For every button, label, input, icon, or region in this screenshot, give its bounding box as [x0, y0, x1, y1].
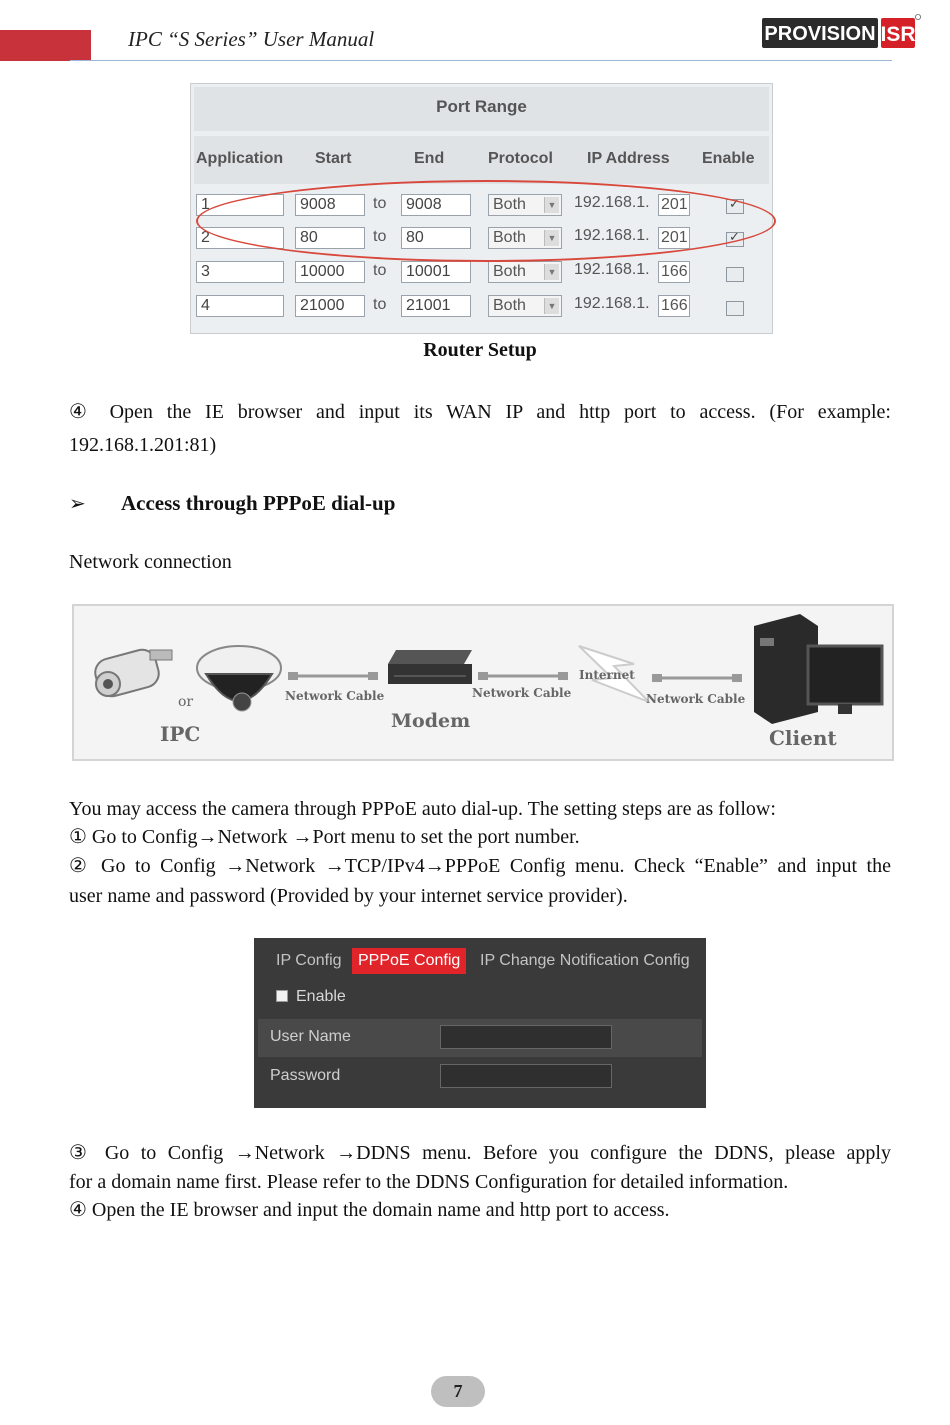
bullet-camera-icon: [92, 647, 172, 700]
user-name-row: [258, 1019, 702, 1057]
row3-protocol-select[interactable]: [488, 261, 562, 283]
modem-icon: [388, 650, 472, 684]
col-ip-address: IP Address: [587, 150, 670, 167]
row3-application[interactable]: 3: [196, 261, 284, 283]
checkmark-icon: ✓: [729, 230, 740, 245]
row1-end[interactable]: 9008: [401, 194, 471, 216]
checkmark-icon: ✓: [729, 197, 740, 212]
row1-ip-last[interactable]: 201: [658, 194, 690, 216]
row3-end[interactable]: 10001: [401, 261, 471, 283]
enable-label: Enable: [296, 988, 346, 1005]
modem-label: Modem: [391, 710, 471, 732]
page-number: 7: [431, 1376, 485, 1407]
header-title: IPC “S Series” User Manual: [128, 27, 375, 51]
row1-to: to: [373, 195, 387, 212]
row4-protocol: Both: [493, 297, 526, 314]
svg-text:PROVISION: PROVISION: [764, 23, 876, 45]
row4-start[interactable]: 21000: [295, 295, 365, 317]
row1-application[interactable]: 1: [196, 194, 284, 216]
col-start: Start: [315, 150, 352, 167]
password-label: Password: [270, 1067, 341, 1084]
ipc-label: IPC: [160, 722, 201, 746]
row2-ip-last[interactable]: 201: [658, 227, 690, 249]
row3-enable-checkbox[interactable]: [726, 267, 744, 282]
pppoe-step2-line2: user name and password (Provided by your internet service provider).: [69, 885, 628, 907]
row4-ip-prefix: 192.168.1.: [574, 295, 650, 312]
enable-row: [258, 980, 702, 1018]
dropdown-arrow-icon: ▼: [544, 230, 559, 246]
row4-to: to: [373, 296, 387, 313]
row4-end[interactable]: 21001: [401, 295, 471, 317]
col-enable: Enable: [702, 150, 755, 167]
header-rule: [70, 60, 892, 61]
tab-pppoe-config[interactable]: PPPoE Config: [352, 948, 466, 974]
dropdown-arrow-icon: ▼: [544, 197, 559, 213]
pppoe-config-panel: [254, 938, 706, 1108]
col-protocol: Protocol: [488, 150, 553, 167]
pppoe-step1: ① Go to Config→Network →Port menu to set the port number.: [69, 826, 580, 848]
cable-label-1: Network Cable: [285, 689, 385, 703]
user-name-input[interactable]: [440, 1025, 612, 1049]
pppoe-step4: ④ Open the IE browser and input the domain name and http port to access.: [69, 1199, 670, 1221]
row2-ip-prefix: 192.168.1.: [574, 227, 650, 244]
enable-checkbox[interactable]: [276, 990, 288, 1002]
col-end: End: [414, 150, 445, 167]
tab-ip-change-notification-config[interactable]: IP Change Notification Config: [480, 952, 690, 969]
dome-camera-icon: [197, 646, 281, 711]
row4-ip-last[interactable]: 166: [658, 295, 690, 317]
row2-to: to: [373, 228, 387, 245]
header-red-bar: [0, 30, 91, 61]
step4-line1: ④ Open the IE browser and input its WAN IP and http port to access. (For example:: [69, 401, 891, 423]
row3-to: to: [373, 262, 387, 279]
col-application: Application: [196, 150, 284, 167]
bullet-arrow-icon: ➢: [69, 493, 86, 515]
dropdown-arrow-icon: ▼: [544, 264, 559, 280]
row3-protocol: Both: [493, 263, 526, 280]
section-heading: Access through PPPoE dial-up: [121, 491, 396, 515]
network-cable-icon: [288, 672, 378, 680]
client-computer-icon: [754, 614, 882, 724]
row1-ip-prefix: 192.168.1.: [574, 194, 650, 211]
row2-protocol: Both: [493, 229, 526, 246]
network-diagram: [72, 604, 894, 761]
network-cable-icon: [652, 674, 742, 682]
network-connection-label: Network connection: [69, 551, 232, 573]
row2-end[interactable]: 80: [401, 227, 471, 249]
row1-start[interactable]: 9008: [295, 194, 365, 216]
dropdown-arrow-icon: ▼: [544, 298, 559, 314]
internet-label: Internet: [579, 668, 635, 682]
svg-text:ISR: ISR: [880, 23, 916, 46]
row2-start[interactable]: 80: [295, 227, 365, 249]
cable-label-2: Network Cable: [472, 686, 572, 700]
password-input[interactable]: [440, 1064, 612, 1088]
user-name-label: User Name: [270, 1028, 351, 1045]
or-label: or: [178, 694, 194, 710]
tab-ip-config[interactable]: IP Config: [276, 952, 342, 969]
router-setup-caption: Router Setup: [423, 339, 537, 361]
row4-application[interactable]: 4: [196, 295, 284, 317]
highlight-ellipse: [196, 180, 776, 262]
row3-ip-prefix: 192.168.1.: [574, 261, 650, 278]
port-range-title: Port Range: [436, 97, 527, 116]
network-cable-icon: [478, 672, 568, 680]
pppoe-step2-line1: ② Go to Config →Network →TCP/IPv4→PPPoE Config menu. Check “Enable” and input the: [69, 855, 891, 877]
row3-start[interactable]: 10000: [295, 261, 365, 283]
row4-enable-checkbox[interactable]: [726, 301, 744, 316]
pppoe-step3-line2: for a domain name first. Please refer to the DDNS Configuration for detailed information.: [69, 1171, 789, 1193]
row2-application[interactable]: 2: [196, 227, 284, 249]
cable-label-3: Network Cable: [646, 692, 746, 706]
row3-ip-last[interactable]: 166: [658, 261, 690, 283]
row4-protocol-select[interactable]: [488, 295, 562, 317]
step4-line2: 192.168.1.201:81): [69, 434, 217, 456]
client-label: Client: [769, 726, 837, 750]
password-row: [258, 1058, 702, 1096]
row1-protocol: Both: [493, 196, 526, 213]
pppoe-step3-line1: ③ Go to Config →Network →DDNS menu. Before you configure the DDNS, please apply: [69, 1142, 891, 1164]
pppoe-intro: You may access the camera through PPPoE auto dial-up. The setting steps are as follow:: [69, 798, 776, 820]
provision-isr-logo: [762, 14, 922, 54]
